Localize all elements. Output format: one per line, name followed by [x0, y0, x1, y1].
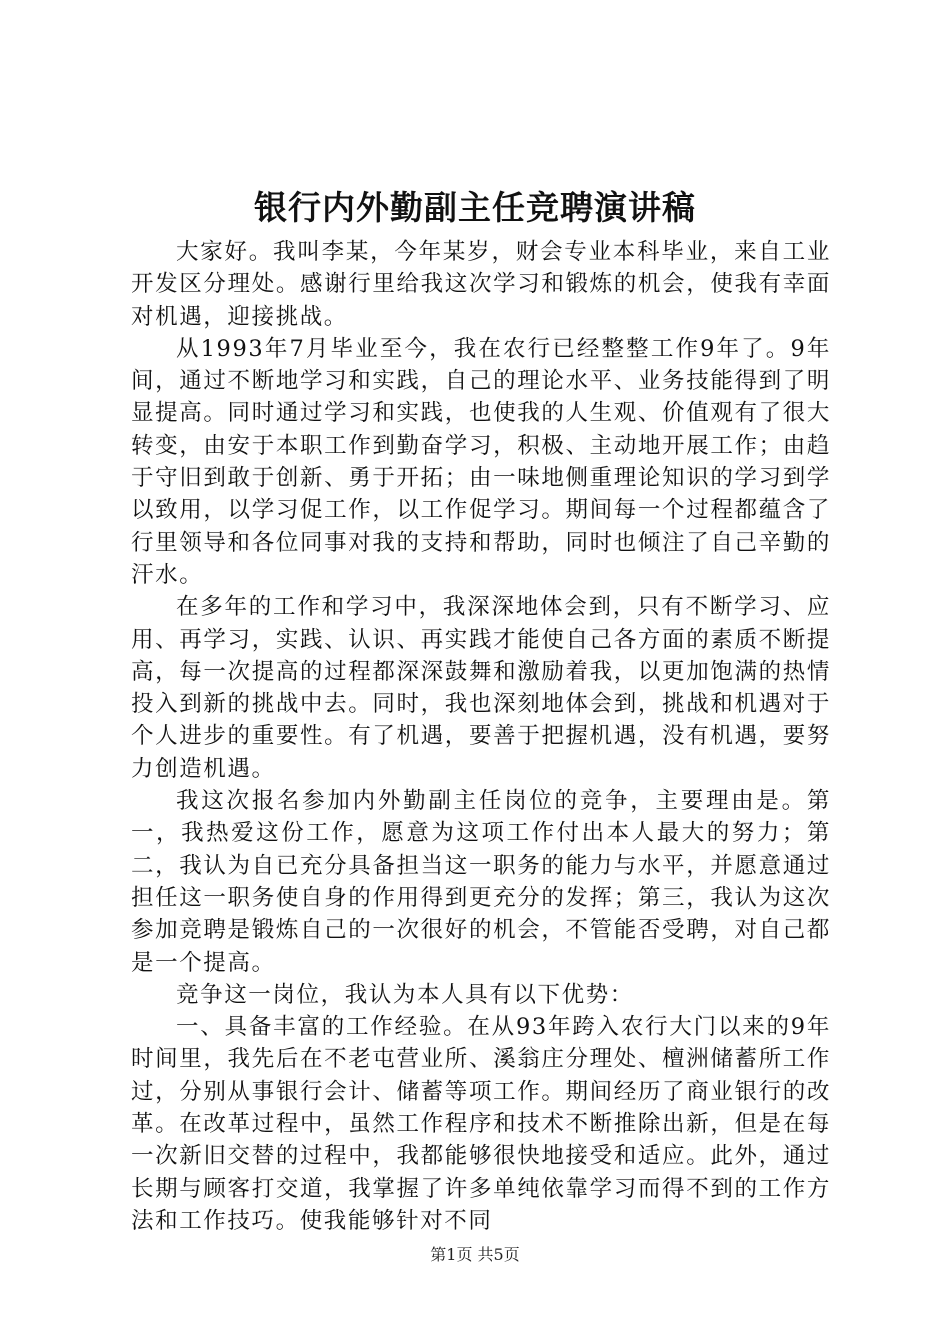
paragraph-advantages-intro: 竞争这一岗位，我认为本人具有以下优势： [176, 981, 634, 1008]
page-number-footer: 第1页 共5页 [430, 1245, 520, 1264]
document-body [131, 236, 831, 1237]
paragraph-reasons: 我这次报名参加内外勤副主任岗位的竞争，主要理由是。第一，我热爱这份工作，愿意为这项工作付出本人最大的努力；第二，我认为自已充分具备担当这一职务的能力与水平，并愿意通过担任这一职务使自身的作用得到更充分的发挥；第三，我认为这次参加竞聘是锻炼自己的一次很好的机会，不管能否受聘，对自己都是一个提高。 [131, 788, 831, 976]
paragraph-experience: 从1993年7月毕业至今，我在农行已经整整工作9年了。9年间，通过不断地学习和实践，自己的理论水平、业务技能得到了明显提高。同时通过学习和实践，也使我的人生观、价值观有了很大转变，由安于本职工作到勤奋学习，积极、主动地开展工作；由趋于守旧到敢于创新、勇于开拓；由一味地侧重理论知识的学习到学以致用，以学习促工作，以工作促学习。期间每一个过程都蕴含了行里领导和各位同事对我的支持和帮助，同时也倾注了自己辛勤的汗水。 [131, 335, 831, 588]
paragraph-greeting: 大家好。我叫李某，今年某岁，财会专业本科毕业，来自工业开发区分理处。感谢行里给我这次学习和锻炼的机会，使我有幸面对机遇，迎接挑战。 [131, 239, 831, 330]
paragraph-advantage-one: 一、具备丰富的工作经验。在从93年跨入农行大门以来的9年时间里，我先后在不老屯营业所、溪翁庄分理处、檀洲储蓄所工作过，分别从事银行会计、储蓄等项工作。期间经历了商业银行的改革。在改革过程中，虽然工作程序和技术不断推除出新，但是在每一次新旧交替的过程中，我都能够很快地接受和适应。此外，通过长期与顾客打交道，我掌握了许多单纯依靠学习而得不到的工作方法和工作技巧。使我能够针对不同 [131, 1014, 831, 1234]
paragraph-reflection: 在多年的工作和学习中，我深深地体会到，只有不断学习、应用、再学习，实践、认识、再实践才能使自己各方面的素质不断提高，每一次提高的过程都深深鼓舞和激励着我，以更加饱满的热情投入到新的挑战中去。同时，我也深刻地体会到，挑战和机遇对于个人进步的重要性。有了机遇，要善于把握机遇，没有机遇，要努力创造机遇。 [131, 594, 831, 782]
document-title: 银行内外勤副主任竞聘演讲稿 [254, 188, 696, 227]
